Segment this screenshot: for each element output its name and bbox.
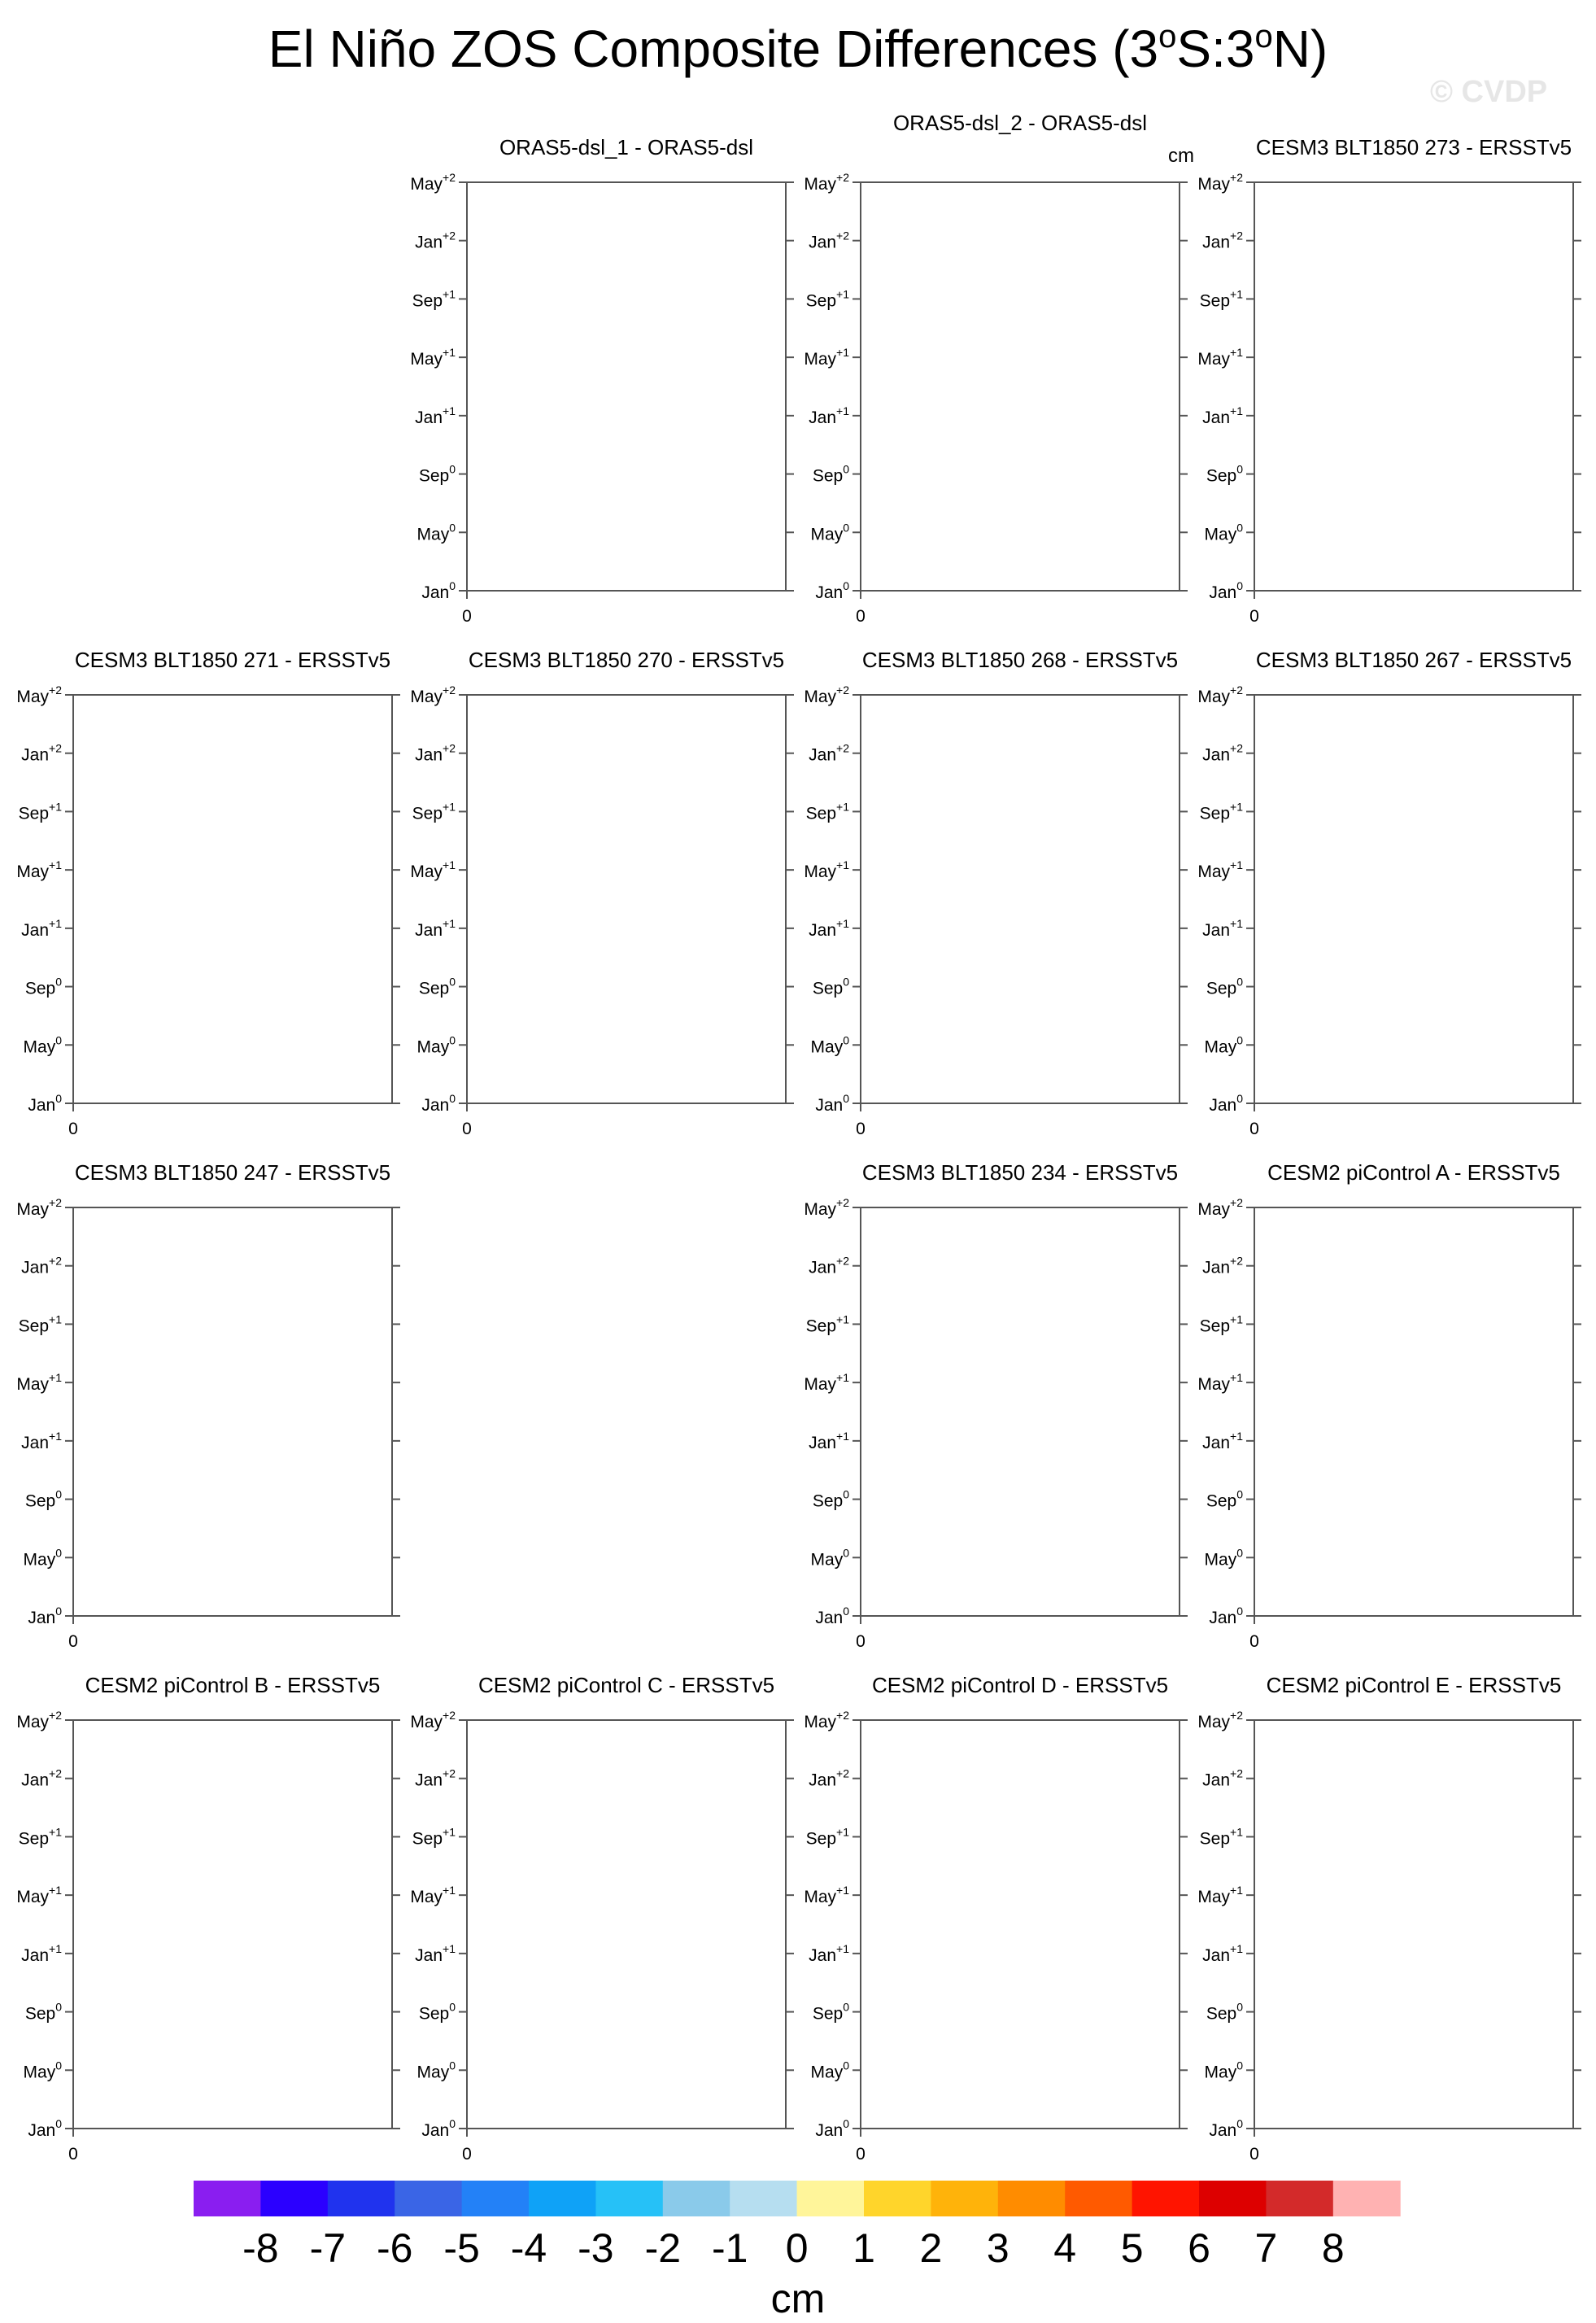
colorbar-label: cm [770, 2276, 826, 2321]
y-tick-label: Jan$^0$ [815, 1092, 849, 1115]
panel-frame [467, 1720, 786, 2129]
y-tick-label: Sep$^0$ [812, 2000, 849, 2024]
x-tick-label: 0 [1249, 1120, 1259, 1138]
y-tick-label: May$^{+2}$ [804, 683, 849, 706]
panel [804, 111, 1188, 626]
y-tick-label: Jan$^{+2}$ [21, 741, 62, 765]
colorbar-swatch [462, 2181, 530, 2216]
y-tick-label: May$^0$ [1204, 1033, 1243, 1057]
y-tick-label: Jan$^0$ [1209, 1092, 1243, 1115]
y-tick-label: Sep$^0$ [1206, 975, 1243, 998]
colorbar-swatch [1333, 2181, 1401, 2216]
colorbar-swatch [864, 2181, 931, 2216]
y-tick-label: Sep$^0$ [24, 975, 62, 998]
y-tick-label: May$^0$ [1204, 2059, 1243, 2082]
y-tick-label: Jan$^{+2}$ [415, 741, 456, 765]
y-tick-label: May$^{+1}$ [1197, 858, 1243, 882]
y-tick-label: May$^{+1}$ [804, 1884, 849, 1907]
colorbar-tick-label: 1 [853, 2225, 875, 2271]
colorbar-swatch [998, 2181, 1066, 2216]
y-tick-label: May$^{+1}$ [1197, 346, 1243, 369]
panel [410, 648, 794, 1138]
watermark: © CVDP [1430, 75, 1548, 109]
y-tick-label: Jan$^{+2}$ [809, 1254, 849, 1277]
panel-frame [861, 1720, 1180, 2129]
colorbar-swatch [595, 2181, 663, 2216]
panel [1197, 648, 1581, 1138]
y-tick-label: Jan$^{+2}$ [809, 229, 849, 252]
colorbar-tick-label: 2 [919, 2225, 943, 2271]
panel [1197, 135, 1581, 626]
panel [410, 135, 794, 626]
x-tick-label: 0 [856, 1632, 866, 1651]
y-tick-label: Jan$^{+2}$ [21, 1254, 62, 1277]
y-tick-label: Sep$^0$ [812, 462, 849, 486]
y-tick-label: Jan$^0$ [1209, 1605, 1243, 1627]
colorbar-swatch [529, 2181, 596, 2216]
panel [804, 1160, 1188, 1651]
y-tick-label: May$^{+2}$ [804, 1196, 849, 1219]
y-tick-label: Sep$^0$ [418, 975, 456, 998]
x-tick-label: 0 [462, 607, 472, 626]
y-tick-label: May$^{+2}$ [16, 1196, 62, 1219]
y-tick-label: Sep$^{+1}$ [805, 1825, 849, 1849]
y-tick-label: Jan$^{+2}$ [1202, 229, 1243, 252]
panel-frame [1254, 1720, 1573, 2129]
colorbar-tick-label: -5 [443, 2225, 480, 2271]
panel [16, 648, 400, 1138]
y-tick-label: Jan$^{+1}$ [415, 916, 456, 940]
y-tick-label: May$^0$ [810, 1546, 849, 1570]
y-tick-label: Jan$^{+1}$ [21, 916, 62, 940]
y-tick-label: May$^{+1}$ [804, 858, 849, 882]
y-tick-label: Jan$^{+1}$ [809, 916, 849, 940]
colorbar-swatch [260, 2181, 328, 2216]
x-tick-label: 0 [462, 2145, 472, 2164]
y-tick-label: May$^{+2}$ [804, 171, 849, 194]
y-tick-label: May$^{+2}$ [410, 171, 456, 194]
colorbar-tick-label: -1 [711, 2225, 748, 2271]
panel-frame [1254, 182, 1573, 591]
y-tick-label: May$^0$ [23, 1546, 62, 1570]
y-tick-label: Sep$^{+1}$ [18, 1825, 62, 1849]
y-tick-label: Jan$^{+1}$ [809, 404, 849, 427]
y-tick-label: May$^{+1}$ [410, 858, 456, 882]
y-tick-label: Sep$^0$ [1206, 462, 1243, 486]
colorbar-swatch [194, 2181, 261, 2216]
y-tick-label: Jan$^{+2}$ [21, 1766, 62, 1790]
y-tick-label: Jan$^0$ [421, 1092, 456, 1115]
y-tick-label: Jan$^{+2}$ [415, 229, 456, 252]
y-tick-label: May$^0$ [416, 1033, 456, 1057]
y-tick-label: Jan$^{+1}$ [21, 1429, 62, 1452]
colorbar-swatch [1132, 2181, 1200, 2216]
colorbar-swatch [663, 2181, 730, 2216]
y-tick-label: Sep$^0$ [1206, 2000, 1243, 2024]
y-tick-label: Jan$^0$ [28, 2117, 62, 2140]
y-tick-label: May$^0$ [810, 521, 849, 544]
y-tick-label: Sep$^{+1}$ [1199, 1312, 1243, 1336]
panel [16, 1160, 400, 1651]
y-tick-label: May$^{+1}$ [1197, 1371, 1243, 1395]
y-tick-label: May$^{+1}$ [16, 858, 62, 882]
y-tick-label: Sep$^0$ [812, 975, 849, 998]
y-tick-label: Sep$^{+1}$ [805, 287, 849, 311]
y-tick-label: Jan$^{+1}$ [1202, 404, 1243, 427]
panel-title: CESM3 BLT1850 234 - ERSSTv5 [861, 1160, 1179, 1185]
panel-title: CESM3 BLT1850 247 - ERSSTv5 [74, 1160, 391, 1185]
colorbar-tick-label: 3 [986, 2225, 1009, 2271]
panel-title: CESM2 piControl A - ERSSTv5 [1267, 1160, 1560, 1185]
y-tick-label: Sep$^0$ [1206, 1487, 1243, 1511]
y-tick-label: May$^0$ [810, 1033, 849, 1057]
y-tick-label: Jan$^0$ [28, 1092, 62, 1115]
y-tick-label: Jan$^{+1}$ [1202, 1941, 1243, 1965]
y-tick-label: Jan$^0$ [421, 579, 456, 602]
colorbar-tick-label: 4 [1053, 2225, 1077, 2271]
panels [16, 111, 1581, 2164]
panel-title: CESM2 piControl B - ERSSTv5 [85, 1673, 381, 1697]
panel-title: CESM3 BLT1850 267 - ERSSTv5 [1255, 648, 1572, 672]
y-tick-label: Sep$^{+1}$ [18, 800, 62, 823]
panel-title: CESM3 BLT1850 268 - ERSSTv5 [861, 648, 1179, 672]
y-tick-label: May$^{+1}$ [410, 346, 456, 369]
panel-frame [73, 1207, 392, 1616]
y-tick-label: Sep$^{+1}$ [1199, 1825, 1243, 1849]
x-tick-label: 0 [68, 2145, 78, 2164]
panel-frame [467, 182, 786, 591]
colorbar [194, 2181, 1401, 2321]
y-tick-label: Sep$^{+1}$ [412, 287, 456, 311]
colorbar-tick-label: -7 [309, 2225, 347, 2271]
units-note: cm [1168, 145, 1194, 167]
x-tick-label: 0 [856, 2145, 866, 2164]
panel-title: CESM3 BLT1850 270 - ERSSTv5 [468, 648, 785, 672]
y-tick-label: May$^{+2}$ [410, 1709, 456, 1731]
colorbar-swatch [1065, 2181, 1132, 2216]
panel-title: CESM2 piControl E - ERSSTv5 [1266, 1673, 1562, 1697]
y-tick-label: Sep$^{+1}$ [412, 1825, 456, 1849]
y-tick-label: Sep$^0$ [418, 462, 456, 486]
panel-frame [861, 182, 1180, 591]
y-tick-label: May$^{+2}$ [804, 1709, 849, 1731]
colorbar-tick-label: 0 [785, 2225, 809, 2271]
colorbar-swatch [395, 2181, 462, 2216]
panel [1197, 1673, 1581, 2164]
y-tick-label: May$^{+1}$ [16, 1884, 62, 1907]
colorbar-tick-label: 5 [1120, 2225, 1144, 2271]
colorbar-tick-label: -8 [242, 2225, 279, 2271]
y-tick-label: Jan$^{+1}$ [1202, 1429, 1243, 1452]
panel [804, 648, 1188, 1138]
y-tick-label: Sep$^{+1}$ [805, 800, 849, 823]
colorbar-swatch [797, 2181, 865, 2216]
colorbar-tick-label: 7 [1254, 2225, 1278, 2271]
y-tick-label: Jan$^{+2}$ [415, 1766, 456, 1790]
y-tick-label: Sep$^0$ [24, 1487, 62, 1511]
y-tick-label: May$^{+1}$ [804, 1371, 849, 1395]
y-tick-label: May$^{+2}$ [16, 683, 62, 706]
y-tick-label: Jan$^0$ [815, 579, 849, 602]
y-tick-label: Jan$^{+2}$ [1202, 741, 1243, 765]
y-tick-label: Jan$^{+2}$ [809, 741, 849, 765]
panel-title: CESM2 piControl C - ERSSTv5 [477, 1673, 775, 1697]
y-tick-label: Jan$^{+1}$ [21, 1941, 62, 1965]
colorbar-swatch [931, 2181, 998, 2216]
y-tick-label: Sep$^{+1}$ [1199, 287, 1243, 311]
panel-title: ORAS5-dsl_2 - ORAS5-dsl [892, 111, 1148, 135]
colorbar-tick-label: -2 [644, 2225, 682, 2271]
y-tick-label: May$^0$ [810, 2059, 849, 2082]
x-tick-label: 0 [68, 1632, 78, 1651]
y-tick-label: May$^{+2}$ [1197, 1196, 1243, 1219]
colorbar-swatch [1266, 2181, 1333, 2216]
x-tick-label: 0 [856, 607, 866, 626]
y-tick-label: May$^0$ [416, 2059, 456, 2082]
x-tick-label: 0 [1249, 607, 1259, 626]
y-tick-label: Jan$^{+2}$ [1202, 1254, 1243, 1277]
colorbar-tick-label: -6 [376, 2225, 413, 2271]
y-tick-label: Jan$^0$ [1209, 2117, 1243, 2140]
y-tick-label: Sep$^{+1}$ [805, 1312, 849, 1336]
figure-title: El Niño ZOS Composite Differences (3$^o$S:3$^o$N) [268, 19, 1328, 78]
y-tick-label: May$^0$ [23, 1033, 62, 1057]
y-tick-label: Sep$^0$ [24, 2000, 62, 2024]
panel [804, 1673, 1188, 2164]
panel [16, 1673, 400, 2164]
y-tick-label: May$^0$ [1204, 521, 1243, 544]
y-tick-label: May$^{+1}$ [16, 1371, 62, 1395]
panel [410, 1673, 794, 2164]
y-tick-label: Jan$^{+1}$ [809, 1941, 849, 1965]
y-tick-label: Jan$^{+1}$ [415, 1941, 456, 1965]
y-tick-label: May$^{+2}$ [1197, 171, 1243, 194]
panel-frame [1254, 695, 1573, 1103]
y-tick-label: May$^{+1}$ [1197, 1884, 1243, 1907]
y-tick-label: Sep$^0$ [418, 2000, 456, 2024]
y-tick-label: May$^{+2}$ [1197, 683, 1243, 706]
x-tick-label: 0 [1249, 1632, 1259, 1651]
panel-title: ORAS5-dsl_1 - ORAS5-dsl [499, 135, 754, 159]
colorbar-tick-label: -3 [578, 2225, 614, 2271]
y-tick-label: May$^{+1}$ [410, 1884, 456, 1907]
y-tick-label: Jan$^0$ [1209, 579, 1243, 602]
panel [1197, 1160, 1581, 1651]
y-tick-label: Sep$^{+1}$ [412, 800, 456, 823]
y-tick-label: Jan$^0$ [815, 1605, 849, 1627]
y-tick-label: Jan$^{+1}$ [415, 404, 456, 427]
colorbar-swatch [730, 2181, 797, 2216]
panel-frame [73, 1720, 392, 2129]
colorbar-tick-label: -4 [510, 2225, 547, 2271]
panel-frame [861, 695, 1180, 1103]
y-tick-label: Sep$^{+1}$ [1199, 800, 1243, 823]
y-tick-label: Sep$^{+1}$ [18, 1312, 62, 1336]
panel-frame [1254, 1207, 1573, 1616]
colorbar-swatch [328, 2181, 395, 2216]
y-tick-label: Jan$^0$ [421, 2117, 456, 2140]
panel-frame [73, 695, 392, 1103]
y-tick-label: May$^{+2}$ [410, 683, 456, 706]
y-tick-label: Jan$^{+2}$ [1202, 1766, 1243, 1790]
panel-title: CESM2 piControl D - ERSSTv5 [871, 1673, 1169, 1697]
y-tick-label: Sep$^0$ [812, 1487, 849, 1511]
y-tick-label: May$^0$ [1204, 1546, 1243, 1570]
y-tick-label: May$^0$ [23, 2059, 62, 2082]
y-tick-label: Jan$^0$ [815, 2117, 849, 2140]
y-tick-label: Jan$^{+1}$ [1202, 916, 1243, 940]
panel-frame [467, 695, 786, 1103]
y-tick-label: May$^{+2}$ [16, 1709, 62, 1731]
x-tick-label: 0 [856, 1120, 866, 1138]
x-tick-label: 0 [462, 1120, 472, 1138]
colorbar-tick-label: 6 [1188, 2225, 1210, 2271]
y-tick-label: May$^{+2}$ [1197, 1709, 1243, 1731]
y-tick-label: Jan$^{+2}$ [809, 1766, 849, 1790]
colorbar-tick-label: 8 [1321, 2225, 1345, 2271]
colorbar-swatch [1199, 2181, 1267, 2216]
y-tick-label: May$^{+1}$ [804, 346, 849, 369]
panel-frame [861, 1207, 1180, 1616]
x-tick-label: 0 [68, 1120, 78, 1138]
panel-title: CESM3 BLT1850 271 - ERSSTv5 [74, 648, 391, 672]
x-tick-label: 0 [1249, 2145, 1259, 2164]
y-tick-label: Jan$^{+1}$ [809, 1429, 849, 1452]
panel-title: CESM3 BLT1850 273 - ERSSTv5 [1255, 135, 1572, 159]
y-tick-label: May$^0$ [416, 521, 456, 544]
y-tick-label: Jan$^0$ [28, 1605, 62, 1627]
